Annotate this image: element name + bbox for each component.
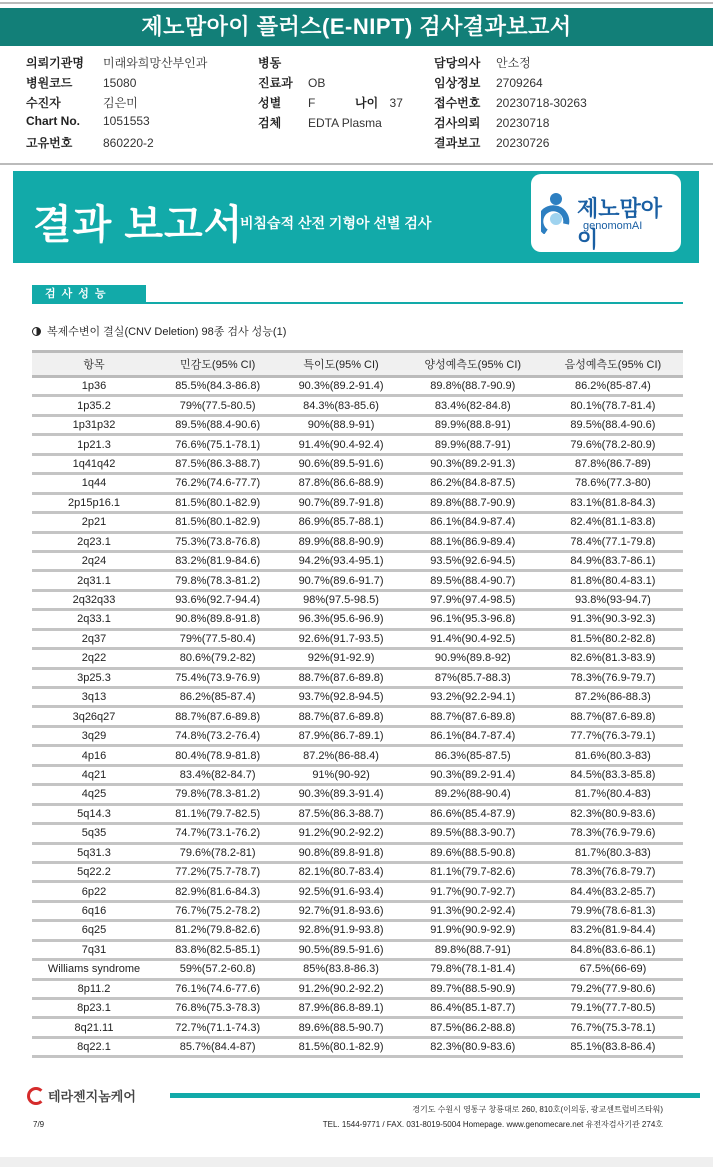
metric-cell: 80.6%(79.2-82)	[156, 649, 279, 668]
metric-cell: 86.2%(85-87.4)	[543, 377, 683, 396]
column-header: 음성예측도(95% CI)	[543, 352, 683, 377]
info-value: 미래와희망산부인과	[103, 56, 208, 70]
info-field	[26, 94, 138, 110]
metric-cell: 79%(77.5-80.5)	[156, 396, 279, 415]
metric-cell: 89.8%(88.7-90.9)	[403, 493, 543, 512]
footer-address: 경기도 수원시 영통구 창룡대로 260, 810호(이의동, 광교센트럴비즈타워)	[412, 1105, 663, 1114]
report-title: 제노맘아이 플러스(E-NIPT) 검사결과보고서	[0, 8, 713, 46]
genomom-logo-icon	[541, 192, 571, 234]
metric-cell: 88.7%(87.6-89.8)	[279, 668, 402, 687]
info-value: 20230726	[496, 136, 550, 150]
table-row	[32, 610, 683, 629]
metric-cell: 78.3%(76.9-79.6)	[543, 824, 683, 843]
table-row	[32, 843, 683, 862]
footer-contact: TEL. 1544-9771 / FAX. 031-8019-5004 Homepage. www.genomecare.net 유전자검사기관 274호	[322, 1120, 663, 1129]
metric-cell: 89.8%(88.7-91)	[403, 940, 543, 959]
info-label: 검체	[258, 116, 282, 130]
banner-title: 결과 보고서	[33, 203, 244, 247]
performance-table	[32, 350, 683, 1058]
metric-cell: 81.6%(80.3-83)	[543, 746, 683, 765]
metric-cell: 75.3%(73.8-76.8)	[156, 532, 279, 551]
region-cell: 7q31	[32, 940, 156, 959]
table-row	[32, 590, 683, 609]
region-cell: 1p21.3	[32, 435, 156, 454]
table-row	[32, 454, 683, 473]
metric-cell: 80.4%(78.9-81.8)	[156, 746, 279, 765]
table-row	[32, 532, 683, 551]
metric-cell: 92.6%(91.7-93.5)	[279, 629, 402, 648]
info-field	[26, 134, 154, 150]
column-header: 특이도(95% CI)	[279, 352, 402, 377]
metric-cell: 89.5%(88.4-90.6)	[156, 415, 279, 434]
metric-cell: 96.3%(95.6-96.9)	[279, 610, 402, 629]
metric-cell: 86.1%(84.7-87.4)	[403, 726, 543, 745]
info-value: 2709264	[496, 76, 543, 90]
region-cell: 8q22.1	[32, 1037, 156, 1056]
table-row	[32, 707, 683, 726]
region-cell: 5q22.2	[32, 862, 156, 881]
metric-cell: 87.9%(86.8-89.1)	[279, 999, 402, 1018]
info-field	[434, 114, 549, 130]
metric-cell: 80.1%(78.7-81.4)	[543, 396, 683, 415]
region-cell: 4p16	[32, 746, 156, 765]
info-label: 병동	[258, 56, 282, 70]
section-header: 검사성능	[32, 285, 146, 303]
metric-cell: 89.7%(88.5-90.9)	[403, 979, 543, 998]
metric-cell: 89.5%(88.4-90.7)	[403, 571, 543, 590]
metric-cell: 91.2%(90.2-92.2)	[279, 979, 402, 998]
metric-cell: 82.3%(80.9-83.6)	[543, 804, 683, 823]
info-label: 담당의사	[434, 56, 481, 70]
region-cell: 2q23.1	[32, 532, 156, 551]
metric-cell: 91.7%(90.7-92.7)	[403, 882, 543, 901]
metric-cell: 82.6%(81.3-83.9)	[543, 649, 683, 668]
metric-cell: 89.9%(88.7-91)	[403, 435, 543, 454]
table-row	[32, 571, 683, 590]
info-label: 진료과	[258, 76, 293, 90]
region-cell: 6q16	[32, 901, 156, 920]
table-row	[32, 746, 683, 765]
metric-cell: 79.8%(78.3-81.2)	[156, 785, 279, 804]
metric-cell: 78.6%(77.3-80)	[543, 474, 683, 493]
table-row	[32, 396, 683, 415]
region-cell: 2q31.1	[32, 571, 156, 590]
metric-cell: 77.7%(76.3-79.1)	[543, 726, 683, 745]
g-logo-icon	[27, 1087, 45, 1105]
metric-cell: 83.2%(81.9-84.4)	[543, 921, 683, 940]
info-value: 안소정	[496, 56, 531, 70]
metric-cell: 79.2%(77.9-80.6)	[543, 979, 683, 998]
info-label: 접수번호	[434, 96, 481, 110]
metric-cell: 89.2%(88-90.4)	[403, 785, 543, 804]
info-label: 결과보고	[434, 136, 481, 150]
info-label: 검사의뢰	[434, 116, 481, 130]
info-field	[258, 54, 308, 70]
metric-cell: 76.8%(75.3-78.3)	[156, 999, 279, 1018]
metric-cell: 83.4%(82-84.7)	[156, 765, 279, 784]
metric-cell: 82.9%(81.6-84.3)	[156, 882, 279, 901]
region-cell: 4q25	[32, 785, 156, 804]
metric-cell: 87.2%(86-88.3)	[543, 688, 683, 707]
metric-cell: 89.6%(88.5-90.7)	[279, 1018, 402, 1037]
divider	[0, 163, 713, 165]
region-cell: 3p25.3	[32, 668, 156, 687]
metric-cell: 93.8%(93-94.7)	[543, 590, 683, 609]
metric-cell: 87.5%(86.3-88.7)	[279, 804, 402, 823]
metric-cell: 89.5%(88.4-90.6)	[543, 415, 683, 434]
metric-cell: 76.1%(74.6-77.6)	[156, 979, 279, 998]
top-divider	[0, 2, 713, 4]
table-row	[32, 513, 683, 532]
company-name: 테라젠지놈케어	[48, 1089, 136, 1104]
table-row	[32, 804, 683, 823]
region-cell: 6p22	[32, 882, 156, 901]
age-value: 37	[389, 96, 403, 110]
info-value: 1051553	[103, 114, 150, 128]
metric-cell: 89.6%(88.5-90.8)	[403, 843, 543, 862]
table-row	[32, 629, 683, 648]
region-cell: 1p35.2	[32, 396, 156, 415]
metric-cell: 87.8%(86.7-89)	[543, 454, 683, 473]
metric-cell: 77.2%(75.7-78.7)	[156, 862, 279, 881]
metric-cell: 75.4%(73.9-76.9)	[156, 668, 279, 687]
table-row	[32, 921, 683, 940]
metric-cell: 74.7%(73.1-76.2)	[156, 824, 279, 843]
table-row	[32, 979, 683, 998]
metric-cell: 82.1%(80.7-83.4)	[279, 862, 402, 881]
section-line	[32, 302, 683, 304]
region-cell: 1q44	[32, 474, 156, 493]
metric-cell: 84.9%(83.7-86.1)	[543, 551, 683, 570]
table-row	[32, 901, 683, 920]
metric-cell: 67.5%(66-69)	[543, 960, 683, 979]
table-row	[32, 940, 683, 959]
table-subtitle	[32, 323, 286, 339]
metric-cell: 83.2%(81.9-84.6)	[156, 551, 279, 570]
info-value: OB	[308, 76, 326, 90]
metric-cell: 88.7%(87.6-89.8)	[543, 707, 683, 726]
table-row	[32, 824, 683, 843]
metric-cell: 87.5%(86.3-88.7)	[156, 454, 279, 473]
table-row	[32, 765, 683, 784]
footer-line	[170, 1093, 700, 1098]
metric-cell: 88.7%(87.6-89.8)	[403, 707, 543, 726]
metric-cell: 81.7%(80.4-83)	[543, 785, 683, 804]
metric-cell: 83.1%(81.8-84.3)	[543, 493, 683, 512]
metric-cell: 86.3%(85-87.5)	[403, 746, 543, 765]
metric-cell: 90%(88.9-91)	[279, 415, 402, 434]
metric-cell: 74.8%(73.2-76.4)	[156, 726, 279, 745]
metric-cell: 88.7%(87.6-89.8)	[156, 707, 279, 726]
metric-cell: 79.1%(77.7-80.5)	[543, 999, 683, 1018]
metric-cell: 94.2%(93.4-95.1)	[279, 551, 402, 570]
metric-cell: 86.2%(85-87.4)	[156, 688, 279, 707]
table-row	[32, 726, 683, 745]
metric-cell: 97.9%(97.4-98.5)	[403, 590, 543, 609]
table-row	[32, 785, 683, 804]
metric-cell: 90.9%(89.8-92)	[403, 649, 543, 668]
metric-cell: 85.1%(83.8-86.4)	[543, 1037, 683, 1056]
region-cell: 5q35	[32, 824, 156, 843]
logo-korean: 제노맘아이	[577, 196, 663, 252]
info-field	[26, 114, 150, 130]
metric-cell: 76.7%(75.2-78.2)	[156, 901, 279, 920]
metric-cell: 79.6%(78.2-81)	[156, 843, 279, 862]
metric-cell: 90.3%(89.3-91.4)	[279, 785, 402, 804]
table-row	[32, 474, 683, 493]
column-header: 양성예측도(95% CI)	[403, 352, 543, 377]
metric-cell: 87.9%(86.7-89.1)	[279, 726, 402, 745]
metric-cell: 81.1%(79.7-82.5)	[156, 804, 279, 823]
metric-cell: 90.3%(89.2-91.4)	[403, 765, 543, 784]
region-cell: 2q32q33	[32, 590, 156, 609]
metric-cell: 85.7%(84.4-87)	[156, 1037, 279, 1056]
info-label: 임상정보	[434, 76, 481, 90]
info-field	[434, 74, 543, 90]
column-header: 항목	[32, 352, 156, 377]
region-cell: 3q13	[32, 688, 156, 707]
region-cell: 5q31.3	[32, 843, 156, 862]
metric-cell: 87.2%(86-88.4)	[279, 746, 402, 765]
metric-cell: 91.4%(90.4-92.4)	[279, 435, 402, 454]
metric-cell: 81.5%(80.1-82.9)	[156, 513, 279, 532]
info-field	[258, 94, 315, 110]
logo-english: genomomAI	[583, 220, 643, 232]
metric-cell: 90.8%(89.8-91.8)	[156, 610, 279, 629]
region-cell: 2q24	[32, 551, 156, 570]
info-label: 병원코드	[26, 76, 73, 90]
page-number: 7/9	[33, 1120, 45, 1129]
metric-cell: 79.8%(78.1-81.4)	[403, 960, 543, 979]
metric-cell: 89.8%(88.7-90.9)	[403, 377, 543, 396]
metric-cell: 83.8%(82.5-85.1)	[156, 940, 279, 959]
region-cell: 6q25	[32, 921, 156, 940]
metric-cell: 89.5%(88.3-90.7)	[403, 824, 543, 843]
table-subtitle-text: 복제수변이 결실(CNV Deletion) 98종 검사 성능(1)	[47, 326, 287, 338]
region-cell: 4q21	[32, 765, 156, 784]
metric-cell: 86.9%(85.7-88.1)	[279, 513, 402, 532]
metric-cell: 79.6%(78.2-80.9)	[543, 435, 683, 454]
region-cell: 2p15p16.1	[32, 493, 156, 512]
metric-cell: 81.5%(80.1-82.9)	[156, 493, 279, 512]
metric-cell: 81.2%(79.8-82.6)	[156, 921, 279, 940]
metric-cell: 98%(97.5-98.5)	[279, 590, 402, 609]
metric-cell: 86.2%(84.8-87.5)	[403, 474, 543, 493]
metric-cell: 84.3%(83-85.6)	[279, 396, 402, 415]
table-row	[32, 649, 683, 668]
table-row	[32, 668, 683, 687]
metric-cell: 82.4%(81.1-83.8)	[543, 513, 683, 532]
metric-cell: 72.7%(71.1-74.3)	[156, 1018, 279, 1037]
info-field	[26, 54, 207, 70]
metric-cell: 91%(90-92)	[279, 765, 402, 784]
metric-cell: 81.8%(80.4-83.1)	[543, 571, 683, 590]
metric-cell: 81.5%(80.1-82.9)	[279, 1037, 402, 1056]
info-value: 김은미	[103, 96, 138, 110]
metric-cell: 79.8%(78.3-81.2)	[156, 571, 279, 590]
metric-cell: 84.8%(83.6-86.1)	[543, 940, 683, 959]
metric-cell: 90.8%(89.8-91.8)	[279, 843, 402, 862]
metric-cell: 90.3%(89.2-91.4)	[279, 377, 402, 396]
metric-cell: 90.3%(89.2-91.3)	[403, 454, 543, 473]
metric-cell: 86.4%(85.1-87.7)	[403, 999, 543, 1018]
metric-cell: 91.4%(90.4-92.5)	[403, 629, 543, 648]
metric-cell: 59%(57.2-60.8)	[156, 960, 279, 979]
metric-cell: 76.2%(74.6-77.7)	[156, 474, 279, 493]
region-cell: 5q14.3	[32, 804, 156, 823]
region-cell: 1p36	[32, 377, 156, 396]
metric-cell: 87%(85.7-88.3)	[403, 668, 543, 687]
metric-cell: 92.7%(91.8-93.6)	[279, 901, 402, 920]
metric-cell: 90.7%(89.7-91.8)	[279, 493, 402, 512]
table-row	[32, 882, 683, 901]
metric-cell: 91.3%(90.3-92.3)	[543, 610, 683, 629]
info-field	[434, 54, 531, 70]
metric-cell: 85.5%(84.3-86.8)	[156, 377, 279, 396]
metric-cell: 81.5%(80.2-82.8)	[543, 629, 683, 648]
metric-cell: 88.1%(86.9-89.4)	[403, 532, 543, 551]
table-row	[32, 999, 683, 1018]
info-value: 860220-2	[103, 136, 154, 150]
region-cell: 1p31p32	[32, 415, 156, 434]
metric-cell: 86.1%(84.9-87.4)	[403, 513, 543, 532]
metric-cell: 76.7%(75.3-78.1)	[543, 1018, 683, 1037]
banner-subtitle: 비침습적 산전 기형아 선별 검사	[240, 215, 432, 231]
info-label: 의뢰기관명	[26, 56, 84, 70]
info-field	[434, 134, 549, 150]
info-value: 20230718	[496, 116, 550, 130]
metric-cell: 84.5%(83.3-85.8)	[543, 765, 683, 784]
info-field	[258, 74, 325, 90]
metric-cell: 92.5%(91.6-93.4)	[279, 882, 402, 901]
metric-cell: 91.3%(90.2-92.4)	[403, 901, 543, 920]
metric-cell: 90.7%(89.6-91.7)	[279, 571, 402, 590]
metric-cell: 87.8%(86.6-88.9)	[279, 474, 402, 493]
table-row	[32, 493, 683, 512]
region-cell: 2q22	[32, 649, 156, 668]
metric-cell: 90.6%(89.5-91.6)	[279, 454, 402, 473]
metric-cell: 79.9%(78.6-81.3)	[543, 901, 683, 920]
company-logo	[27, 1086, 136, 1105]
info-label: 수진자	[26, 96, 61, 110]
metric-cell: 78.3%(76.9-79.7)	[543, 668, 683, 687]
region-cell: 3q26q27	[32, 707, 156, 726]
metric-cell: 82.3%(80.9-83.6)	[403, 1037, 543, 1056]
info-field	[258, 114, 382, 130]
metric-cell: 85%(83.8-86.3)	[279, 960, 402, 979]
table-row	[32, 435, 683, 454]
table-row	[32, 862, 683, 881]
info-value: 20230718-30263	[496, 96, 587, 110]
page-bottom	[0, 1157, 713, 1167]
table-row	[32, 377, 683, 396]
metric-cell: 91.9%(90.9-92.9)	[403, 921, 543, 940]
info-value: EDTA Plasma	[308, 116, 382, 130]
region-cell: 1q41q42	[32, 454, 156, 473]
metric-cell: 87.5%(86.2-88.8)	[403, 1018, 543, 1037]
metric-cell: 93.6%(92.7-94.4)	[156, 590, 279, 609]
region-cell: 2q33.1	[32, 610, 156, 629]
table-row	[32, 415, 683, 434]
region-cell: 2q37	[32, 629, 156, 648]
table-row	[32, 1037, 683, 1056]
table-row	[32, 960, 683, 979]
region-cell: 8q21.11	[32, 1018, 156, 1037]
genomom-logo	[531, 174, 681, 252]
metric-cell: 91.2%(90.2-92.2)	[279, 824, 402, 843]
metric-cell: 90.5%(89.5-91.6)	[279, 940, 402, 959]
column-header: 민감도(95% CI)	[156, 352, 279, 377]
metric-cell: 88.7%(87.6-89.8)	[279, 707, 402, 726]
metric-cell: 93.2%(92.2-94.1)	[403, 688, 543, 707]
region-cell: Williams syndrome	[32, 960, 156, 979]
result-banner	[13, 171, 699, 263]
metric-cell: 93.7%(92.8-94.5)	[279, 688, 402, 707]
table-header-row	[32, 352, 683, 377]
metric-cell: 81.1%(79.7-82.6)	[403, 862, 543, 881]
metric-cell: 79%(77.5-80.4)	[156, 629, 279, 648]
metric-cell: 78.3%(76.8-79.7)	[543, 862, 683, 881]
metric-cell: 83.4%(82-84.8)	[403, 396, 543, 415]
metric-cell: 92%(91-92.9)	[279, 649, 402, 668]
table-row	[32, 551, 683, 570]
metric-cell: 81.7%(80.3-83)	[543, 843, 683, 862]
metric-cell: 86.6%(85.4-87.9)	[403, 804, 543, 823]
region-cell: 8p11.2	[32, 979, 156, 998]
info-value: F	[308, 96, 316, 110]
metric-cell: 89.9%(88.8-91)	[403, 415, 543, 434]
metric-cell: 89.9%(88.8-90.9)	[279, 532, 402, 551]
metric-cell: 84.4%(83.2-85.7)	[543, 882, 683, 901]
info-label: Chart No.	[26, 114, 80, 128]
metric-cell: 76.6%(75.1-78.1)	[156, 435, 279, 454]
info-field	[434, 94, 587, 110]
info-label: 성별	[258, 96, 282, 110]
info-value: 15080	[103, 76, 137, 90]
info-field	[26, 74, 136, 90]
metric-cell: 92.8%(91.9-93.8)	[279, 921, 402, 940]
metric-cell: 93.5%(92.6-94.5)	[403, 551, 543, 570]
table-row	[32, 688, 683, 707]
region-cell: 2p21	[32, 513, 156, 532]
table-row	[32, 1018, 683, 1037]
age-label: 나이	[355, 96, 379, 110]
half-circle-icon	[32, 327, 41, 336]
info-label: 고유번호	[26, 136, 73, 150]
region-cell: 3q29	[32, 726, 156, 745]
metric-cell: 78.4%(77.1-79.8)	[543, 532, 683, 551]
metric-cell: 96.1%(95.3-96.8)	[403, 610, 543, 629]
region-cell: 8p23.1	[32, 999, 156, 1018]
